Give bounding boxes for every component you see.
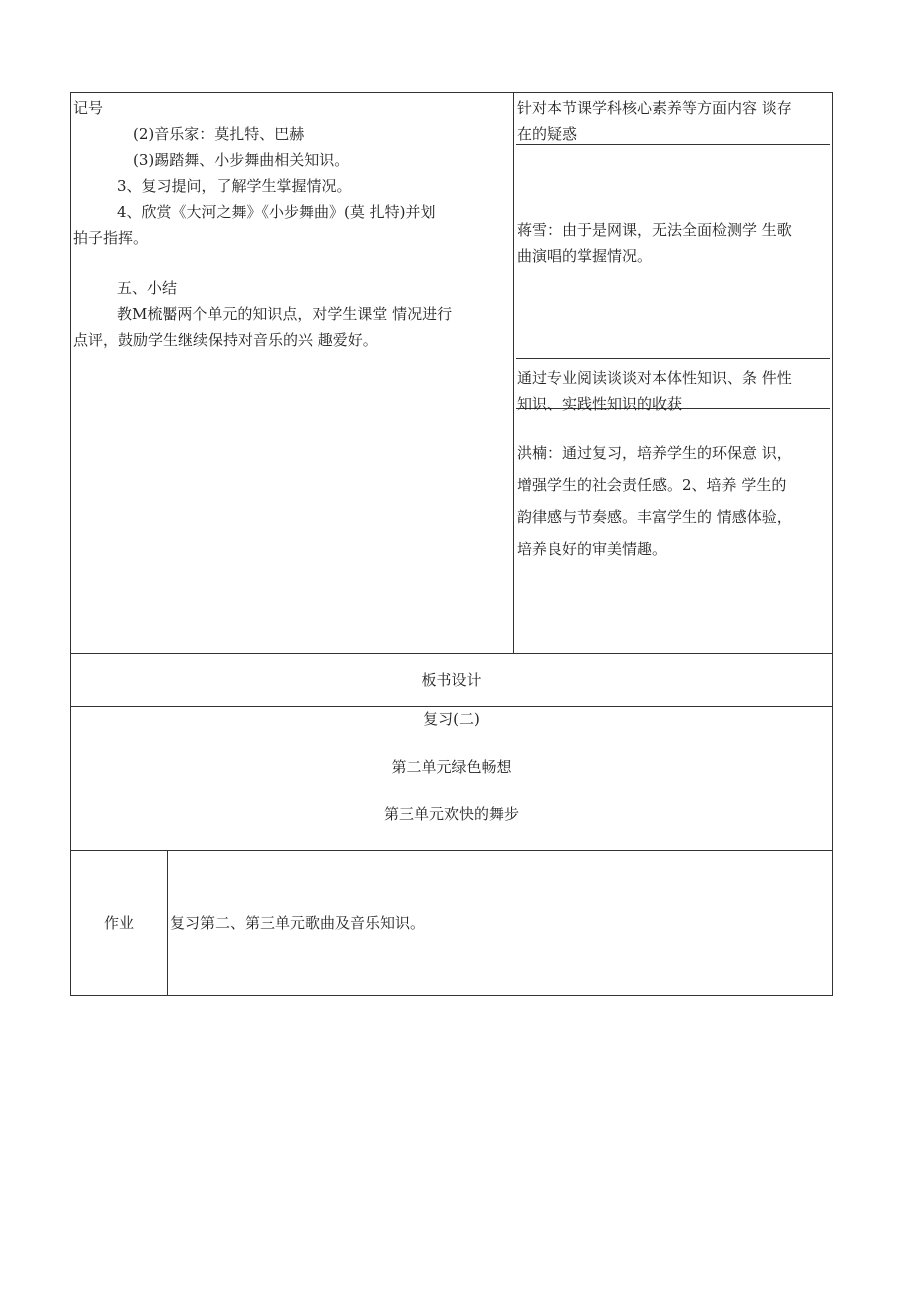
- text-line: (2)音乐家：莫扎特、巴赫: [133, 125, 305, 143]
- text-line: 3、复习提问，了解学生掌握情况。: [117, 177, 352, 195]
- text-line: 韵律感与节奏感。丰富学生的 情感体验，: [517, 508, 792, 526]
- homework-label: 作业: [71, 851, 168, 996]
- text-line: 4、欣赏《大河之舞》《小步舞曲》(莫 扎特)并划: [117, 203, 436, 221]
- homework-row: [71, 851, 833, 996]
- section-heading: 五、小结: [117, 279, 178, 297]
- board-heading: 复习(二): [423, 710, 480, 728]
- text-line: 曲演唱的掌握情况。: [517, 247, 653, 265]
- question-doubts: [516, 93, 830, 145]
- answer-reading: [516, 409, 830, 653]
- text-line: 增强学生的社会责任感。2、培养 学生的: [517, 476, 787, 494]
- lesson-plan-page: [70, 92, 833, 996]
- text-line: 在的疑惑: [517, 125, 578, 143]
- reflection-cell: [514, 93, 833, 654]
- board-title: 板书设计: [71, 654, 833, 707]
- text-line: 记号: [73, 99, 104, 117]
- board-content-row: [71, 707, 833, 851]
- text-line: 洪楠：通过复习，培养学生的环保意 识，: [517, 444, 792, 462]
- text-line: 拍子指挥。: [73, 229, 149, 247]
- board-content: [71, 707, 833, 851]
- text-line: 针对本节课学科核心素养等方面内容 谈存: [517, 99, 792, 117]
- answer-doubts: [516, 145, 830, 359]
- spacer: [73, 251, 507, 275]
- board-title-row: [71, 654, 833, 707]
- lesson-plan-table: [70, 92, 833, 654]
- text-line: 蒋雪：由于是网课，无法全面检测学 生歌: [517, 221, 792, 239]
- board-design-table: [70, 653, 833, 851]
- board-unit-three: 第三单元欢快的舞步: [383, 805, 519, 823]
- text-line: 通过专业阅读谈谈对本体性知识、条 件性: [517, 369, 792, 387]
- question-reading: [516, 359, 830, 413]
- homework-content: 复习第二、第三单元歌曲及音乐知识。: [168, 851, 833, 996]
- teaching-process-row: [71, 93, 833, 654]
- board-unit-two: 第二单元绿色畅想: [391, 758, 512, 776]
- text-line: (3)踢踏舞、小步舞曲相关知识。: [133, 151, 350, 169]
- text-line: 培养良好的审美情趣。: [517, 540, 668, 558]
- teaching-process-cell: [71, 93, 514, 654]
- text-line: 点评，鼓励学生继续保持对音乐的兴 趣爱好。: [73, 331, 378, 349]
- text-line: 知识、实践性知识的收获: [517, 395, 683, 413]
- homework-table: [70, 850, 833, 996]
- text-line: 教M梳靨两个单元的知识点，对学生课堂 情况进行: [117, 305, 453, 323]
